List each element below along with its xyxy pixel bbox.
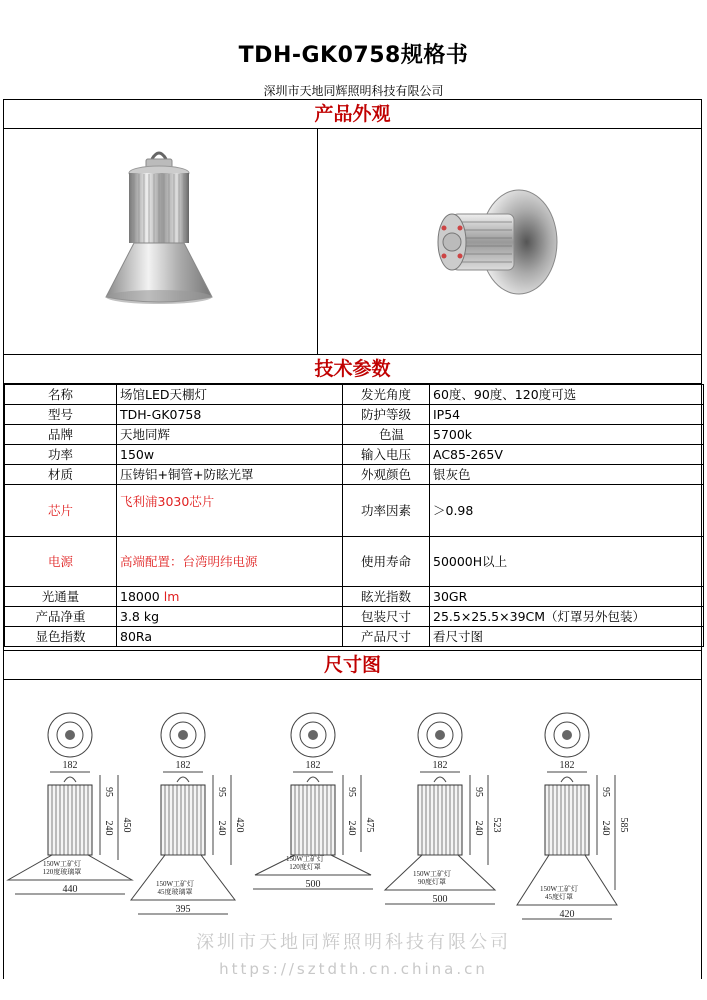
document-title: TDH-GK0758规格书: [238, 43, 469, 68]
dimension-label-total: 450: [121, 817, 132, 833]
lamp-body: [48, 785, 92, 855]
shade-label-line1: 150W工矿灯: [285, 855, 325, 863]
spec-value: AC85-265V: [430, 445, 704, 465]
section-appearance-heading: 产品外观: [4, 100, 701, 129]
shade-label-line1: 150W工矿灯: [155, 880, 195, 888]
top-view-center: [308, 730, 318, 740]
shade-label-line1: 150W工矿灯: [412, 870, 452, 878]
spec-label: 型号: [5, 405, 117, 425]
spec-value-unit: lm: [163, 589, 180, 604]
spec-value: 场馆LED天棚灯: [117, 385, 343, 405]
table-row: [5, 425, 704, 445]
section-tech-heading: 技术参数: [4, 355, 701, 384]
shade-label-line1: 150W工矿灯: [539, 885, 579, 893]
table-row: [5, 587, 704, 607]
hook: [64, 777, 76, 782]
spec-label: 防护等级: [343, 405, 430, 425]
watermark-company: 深圳市天地同辉照明科技有限公司: [196, 932, 511, 953]
spec-label: 产品尺寸: [343, 627, 430, 647]
spec-label: 品牌: [5, 425, 117, 445]
lamp-body: [545, 785, 589, 855]
dimension-drawing: [131, 713, 245, 915]
spec-value: TDH-GK0758: [117, 405, 343, 425]
dimension-label-bottom-width: 395: [175, 904, 191, 915]
table-row: [5, 485, 704, 537]
watermark-url: https://sztdth.cn.china.cn: [219, 960, 488, 978]
divider: [4, 679, 701, 680]
spec-label: 芯片: [5, 485, 117, 537]
dimension-label-top-width: 182: [559, 760, 575, 771]
spec-label: 功率: [5, 445, 117, 465]
photo-divider: [317, 129, 318, 354]
spec-value: 3.8 kg: [117, 607, 343, 627]
top-view-center: [65, 730, 75, 740]
spec-label: 眩光指数: [343, 587, 430, 607]
dimension-label-bottom-width: 500: [432, 894, 448, 905]
dimension-label-top-width: 182: [305, 760, 321, 771]
dimension-label-upper: 95: [103, 787, 114, 797]
top-view-center: [562, 730, 572, 740]
dimension-label-upper: 95: [600, 787, 611, 797]
spec-value: 25.5×25.5×39CM（灯罩另外包装）: [430, 607, 704, 627]
table-row: [5, 465, 704, 485]
dimension-label-bottom-width: 420: [559, 909, 575, 920]
spec-label: 材质: [5, 465, 117, 485]
table-row: [5, 537, 704, 587]
dimension-label-total: 585: [618, 817, 629, 833]
spec-value: ＞0.98: [430, 485, 704, 537]
spec-value: 60度、90度、120度可选: [430, 385, 704, 405]
shade-label-line2: 45度灯罩: [545, 893, 573, 901]
hook: [177, 777, 189, 782]
dimension-label-total: 475: [364, 817, 375, 833]
spec-value-number: 18000: [120, 589, 160, 604]
dimension-label-top-width: 182: [62, 760, 78, 771]
spec-label: 功率因素: [343, 485, 430, 537]
dimension-label-total: 523: [491, 817, 502, 833]
spec-label: 产品净重: [5, 607, 117, 627]
section-dimensions-heading: 尺寸图: [4, 650, 701, 680]
table-row: [5, 607, 704, 627]
spec-value: 150w: [117, 445, 343, 465]
dimension-drawing: [8, 713, 132, 895]
hook: [307, 777, 319, 782]
spec-value: 30GR: [430, 587, 704, 607]
shade-label-line2: 45度玻璃罩: [157, 888, 193, 896]
dimension-label-top-width: 182: [175, 760, 191, 771]
dimension-label-upper: 95: [346, 787, 357, 797]
dimension-label-total: 420: [234, 817, 245, 833]
lamp-body: [161, 785, 205, 855]
lamp-body: [291, 785, 335, 855]
dimension-drawing: [253, 713, 375, 890]
dimension-label-mid: 240: [103, 820, 114, 836]
spec-label: 输入电压: [343, 445, 430, 465]
lamp-body: [418, 785, 462, 855]
table-row: [5, 405, 704, 425]
spec-table: [4, 384, 704, 647]
dimension-label-upper: 95: [473, 787, 484, 797]
table-row: [5, 627, 704, 647]
spec-value: 高端配置：台湾明纬电源: [117, 537, 343, 587]
dimension-label-top-width: 182: [432, 760, 448, 771]
dimension-drawing: [517, 713, 629, 920]
dimension-label-upper: 95: [216, 787, 227, 797]
spec-value: [117, 587, 343, 607]
shade-label-line2: 120度灯罩: [289, 863, 321, 871]
spec-value: 天地同辉: [117, 425, 343, 445]
table-row: [5, 445, 704, 465]
table-row: [5, 385, 704, 405]
spec-label: 使用寿命: [343, 537, 430, 587]
spec-label: 色温: [343, 425, 430, 445]
dimension-label-mid: 240: [600, 820, 611, 836]
hook: [561, 777, 573, 782]
top-view-center: [435, 730, 445, 740]
hook: [434, 777, 446, 782]
dimension-label-bottom-width: 500: [305, 879, 321, 890]
spec-label: 光通量: [5, 587, 117, 607]
spec-value: 压铸铝+铜管+防眩光罩: [117, 465, 343, 485]
dimension-drawing: [385, 713, 502, 905]
spec-value: 5700k: [430, 425, 704, 445]
spec-value: 银灰色: [430, 465, 704, 485]
company-name: 深圳市天地同辉照明科技有限公司: [263, 84, 444, 98]
spec-value: 80Ra: [117, 627, 343, 647]
spec-value: 50000H以上: [430, 537, 704, 587]
spec-label: 包装尺寸: [343, 607, 430, 627]
dimension-drawings: [0, 700, 707, 930]
spec-label: 外观颜色: [343, 465, 430, 485]
spec-label: 显色指数: [5, 627, 117, 647]
spec-label: 电源: [5, 537, 117, 587]
shade-label-line1: 150W工矿灯: [42, 860, 82, 868]
product-photo-side: [94, 147, 224, 317]
shade-label-line2: 90度灯罩: [418, 878, 446, 886]
dimension-label-mid: 240: [216, 820, 227, 836]
spec-value: 看尺寸图: [430, 627, 704, 647]
dimension-label-mid: 240: [473, 820, 484, 836]
spec-value: 飞利浦3030芯片: [117, 485, 343, 537]
spec-label: 名称: [5, 385, 117, 405]
product-photos: [4, 129, 701, 355]
shade-label-line2: 120度玻璃罩: [42, 868, 82, 876]
spec-value: IP54: [430, 405, 704, 425]
dimension-label-bottom-width: 440: [62, 884, 78, 895]
dimension-label-mid: 240: [346, 820, 357, 836]
spec-label: 发光角度: [343, 385, 430, 405]
product-photo-angled: [424, 184, 564, 304]
top-view-center: [178, 730, 188, 740]
